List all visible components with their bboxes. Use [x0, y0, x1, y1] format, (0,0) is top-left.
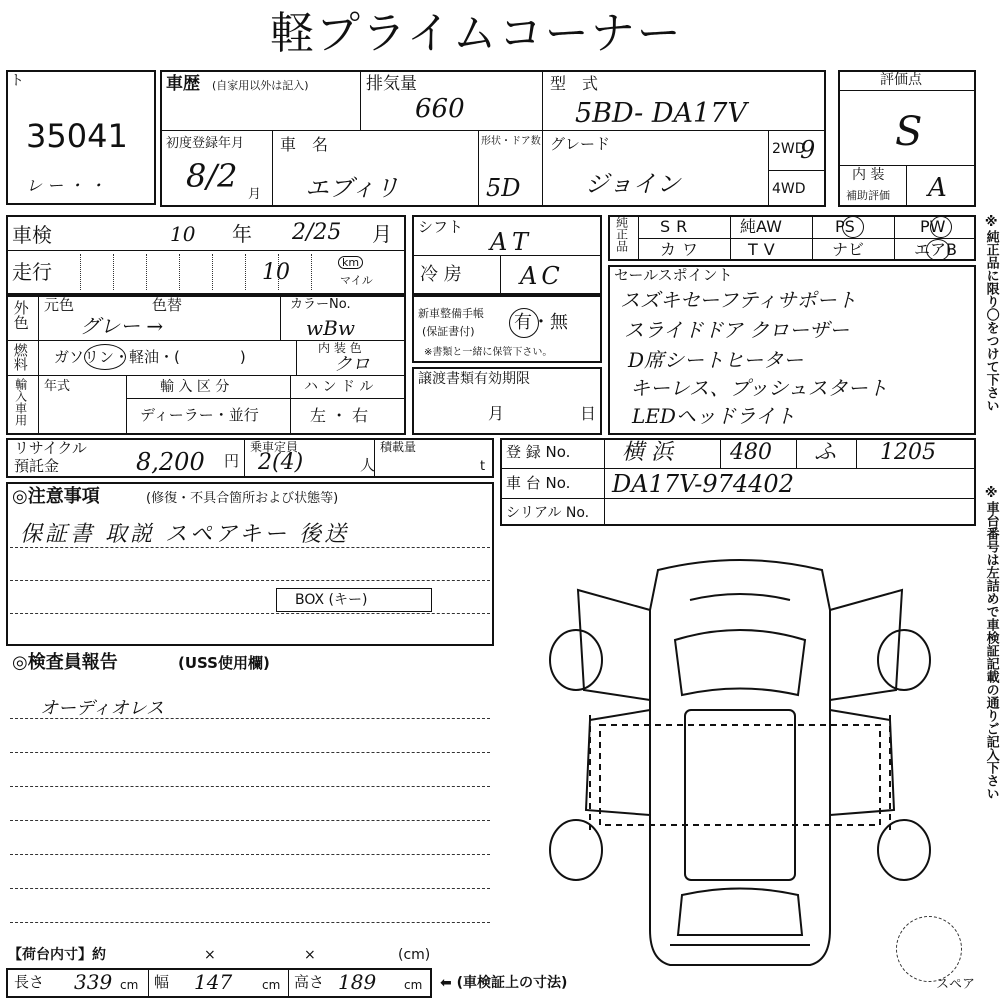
lot-corner-mark: ト — [10, 73, 24, 89]
notes-line-1: 保証書 取説 スペアキー 後送 — [20, 522, 350, 547]
registration-kana: ふ — [814, 440, 837, 465]
car-name-label: 車 名 — [280, 135, 329, 154]
first-reg-value: 8/2 — [186, 157, 238, 195]
equip-pw-circle — [930, 216, 952, 238]
equip-airbag: エアB — [914, 240, 957, 259]
drive-mark: 9 — [800, 136, 816, 164]
handle-options: 左 ・ 右 — [310, 406, 369, 425]
recycle-label: リサイクル — [14, 439, 87, 457]
transfer-docs-day: 日 — [580, 404, 597, 423]
car-roof — [685, 710, 795, 880]
history-label: 車歴 — [166, 74, 200, 94]
equip-ps-circle — [842, 216, 864, 238]
equip-tv: TV — [748, 240, 781, 259]
model-label: 型 式 — [550, 74, 599, 93]
lot-number: 35041 — [26, 117, 128, 155]
length-unit: cm — [120, 978, 139, 992]
interior-sublabel: 補助評価 — [846, 189, 890, 202]
interior-value: A — [928, 173, 947, 203]
width-label: 幅 — [154, 973, 170, 991]
side-note-bottom: ※車台番号は左詰めで車検証記載の通りご記入下さい — [983, 486, 999, 800]
chassis-label: 車 台 No. — [506, 474, 571, 492]
ext-color-side-label: 外色 — [11, 300, 30, 330]
serial-label: シリアル No. — [506, 505, 590, 521]
height-value: 189 — [338, 970, 377, 994]
registration-label: 登 録 No. — [506, 443, 571, 461]
import-year-label: 年式 — [44, 379, 71, 394]
width-value: 147 — [194, 970, 233, 994]
import-class-label: 輸 入 区 分 — [160, 379, 230, 395]
wheel-rear-left — [550, 820, 602, 880]
equip-airbag-circle — [926, 239, 950, 261]
equip-pw: PW — [920, 217, 946, 236]
fuel-side-label: 燃料 — [11, 343, 28, 371]
inspector-sublabel: (USS使用欄) — [178, 654, 270, 672]
side-note-top: ※純正品に限り〇をつけて下さい — [983, 215, 999, 412]
grade-value: ジョイン — [585, 170, 681, 198]
length-value: 339 — [74, 970, 113, 994]
equip-ps: PS — [835, 217, 855, 236]
equip-sr: SR — [660, 217, 694, 236]
shift-value: AT — [490, 228, 535, 256]
notes-label: ◎注意事項 — [12, 486, 100, 507]
height-unit: cm — [404, 978, 423, 992]
handle-label: ハ ン ド ル — [304, 379, 374, 395]
import-class-options: ディーラー・並行 — [140, 406, 259, 424]
equip-leather: カワ — [660, 240, 705, 259]
car-left-rear-door — [586, 710, 650, 815]
int-color-label: 内 装 色 — [318, 341, 362, 355]
service-book-yes-circle — [509, 308, 539, 338]
grade-score-value: S — [895, 109, 923, 155]
shift-label: シフト — [418, 218, 464, 236]
fuel-gasoline-circle — [84, 344, 126, 370]
transfer-docs-month: 月 — [488, 404, 505, 423]
ext-color-orig-label: 元色 — [44, 296, 75, 314]
car-damage-diagram — [540, 550, 940, 980]
color-code-value: wBw — [306, 316, 355, 340]
notes-box-key-label: BOX (キー) — [295, 592, 368, 608]
service-book-note: ※書類と一緒に保管下さい。 — [424, 347, 553, 358]
inspection-label: 車検 — [12, 223, 52, 247]
inspection-month-unit: 月 — [372, 222, 392, 246]
capacity-unit: 人 — [360, 456, 376, 474]
mileage-unit-km: km — [338, 256, 363, 269]
dimensions-note: ⬅ (車検証上の寸法) — [440, 975, 568, 991]
aircon-label: 冷 房 — [420, 264, 462, 285]
lot-number-box — [6, 70, 156, 205]
car-windshield — [675, 630, 805, 695]
sales-point-2: スライドドア クローザー — [624, 318, 850, 342]
color-code-label: カラーNo. — [290, 297, 351, 312]
lot-scribble: レ ー ・ ・ — [26, 176, 106, 195]
displacement-value: 660 — [415, 94, 465, 124]
first-reg-unit: 月 — [248, 187, 262, 202]
grade-label: グレード — [550, 135, 611, 153]
equipment-side-label: 純正品 — [614, 216, 629, 252]
recycle-value: 8,200 — [136, 448, 205, 476]
registration-number: 1205 — [880, 440, 936, 465]
sales-point-5: LEDヘッドライト — [632, 404, 796, 428]
first-reg-label: 初度登録年月 — [166, 136, 245, 151]
height-label: 高さ — [294, 973, 325, 991]
length-label: 長さ — [14, 973, 45, 991]
car-body-outline — [650, 560, 830, 965]
inspection-date: 2/25 — [292, 220, 342, 245]
fuel-options: ガソリン・軽油・( ) — [54, 348, 246, 366]
car-right-front-door — [830, 590, 902, 700]
interior-label: 内 装 — [852, 167, 885, 183]
inspection-year-unit: 年 — [232, 222, 252, 246]
displacement-label: 排気量 — [366, 74, 417, 94]
sales-point-3: D席シートヒーター — [628, 348, 804, 372]
mileage-value: 10 — [262, 260, 290, 285]
registration-class: 480 — [730, 440, 772, 465]
service-book-options: 有・無 — [514, 312, 568, 333]
width-unit: cm — [262, 978, 281, 992]
equip-aw: 純AW — [740, 217, 782, 236]
load-label: 積載量 — [380, 440, 417, 454]
aircon-value: AC — [520, 262, 564, 290]
car-left-front-door — [578, 590, 650, 700]
recycle-label2: 預託金 — [14, 457, 60, 475]
wheel-front-right — [878, 630, 930, 690]
shape-doors-label: 形状・ドア数 — [481, 136, 541, 147]
equip-navi: ナビ — [832, 240, 865, 259]
car-name-value: エブィリ — [305, 174, 400, 202]
drive-2wd: 2WD — [772, 141, 806, 157]
inspector-label: ◎検査員報告 — [12, 652, 118, 673]
service-book-sublabel: (保証書付) — [422, 325, 475, 338]
transfer-docs-label: 譲渡書類有効期限 — [418, 371, 530, 387]
spare-label: スペア — [936, 977, 976, 992]
ext-color-change-label: 色替 — [152, 296, 183, 314]
ext-color-orig-value: グレー → — [80, 314, 164, 338]
inspection-year: 10 — [170, 222, 196, 246]
grade-score-label: 評価点 — [880, 72, 922, 88]
mileage-label: 走行 — [12, 260, 52, 284]
capacity-value: 2(4) — [258, 450, 304, 475]
spare-tire-circle — [896, 916, 962, 982]
int-color-value: クロ — [334, 354, 370, 375]
mileage-unit-mile: マイル — [340, 274, 373, 287]
notes-box-key — [276, 588, 432, 612]
recycle-unit: 円 — [224, 452, 240, 470]
history-note: (自家用以外は記入) — [212, 79, 309, 92]
notes-sublabel: (修復・不具合箇所および状態等) — [146, 491, 339, 506]
car-right-rear-door — [830, 710, 894, 815]
sales-point-1: スズキセーフティサポート — [620, 288, 857, 312]
shape-doors-value: 5D — [486, 174, 521, 202]
registration-area: 横 浜 — [622, 440, 673, 465]
capacity-label: 乗車定員 — [250, 440, 299, 454]
cargo-unit: (cm) — [398, 947, 431, 963]
cargo-label: 【荷台内寸】約 — [8, 947, 106, 963]
import-side-label: 輸入車用 — [13, 378, 28, 426]
sales-point-4: キーレス、プッシュスタート — [630, 376, 888, 400]
drive-4wd: 4WD — [772, 181, 806, 197]
inspector-line-1: オーディオレス — [40, 698, 165, 719]
cargo-times-2: × — [304, 947, 316, 963]
model-value: 5BD- DA17V — [575, 98, 747, 129]
page-title: 軽プライムコーナー — [270, 8, 683, 59]
wheel-front-left — [550, 630, 602, 690]
chassis-value: DA17V-974402 — [612, 470, 794, 498]
load-unit: t — [480, 459, 486, 474]
wheel-rear-right — [878, 820, 930, 880]
cargo-times-1: × — [204, 947, 216, 963]
sales-points-label: セールスポイント — [614, 266, 733, 284]
service-book-label: 新車整備手帳 — [418, 307, 484, 320]
